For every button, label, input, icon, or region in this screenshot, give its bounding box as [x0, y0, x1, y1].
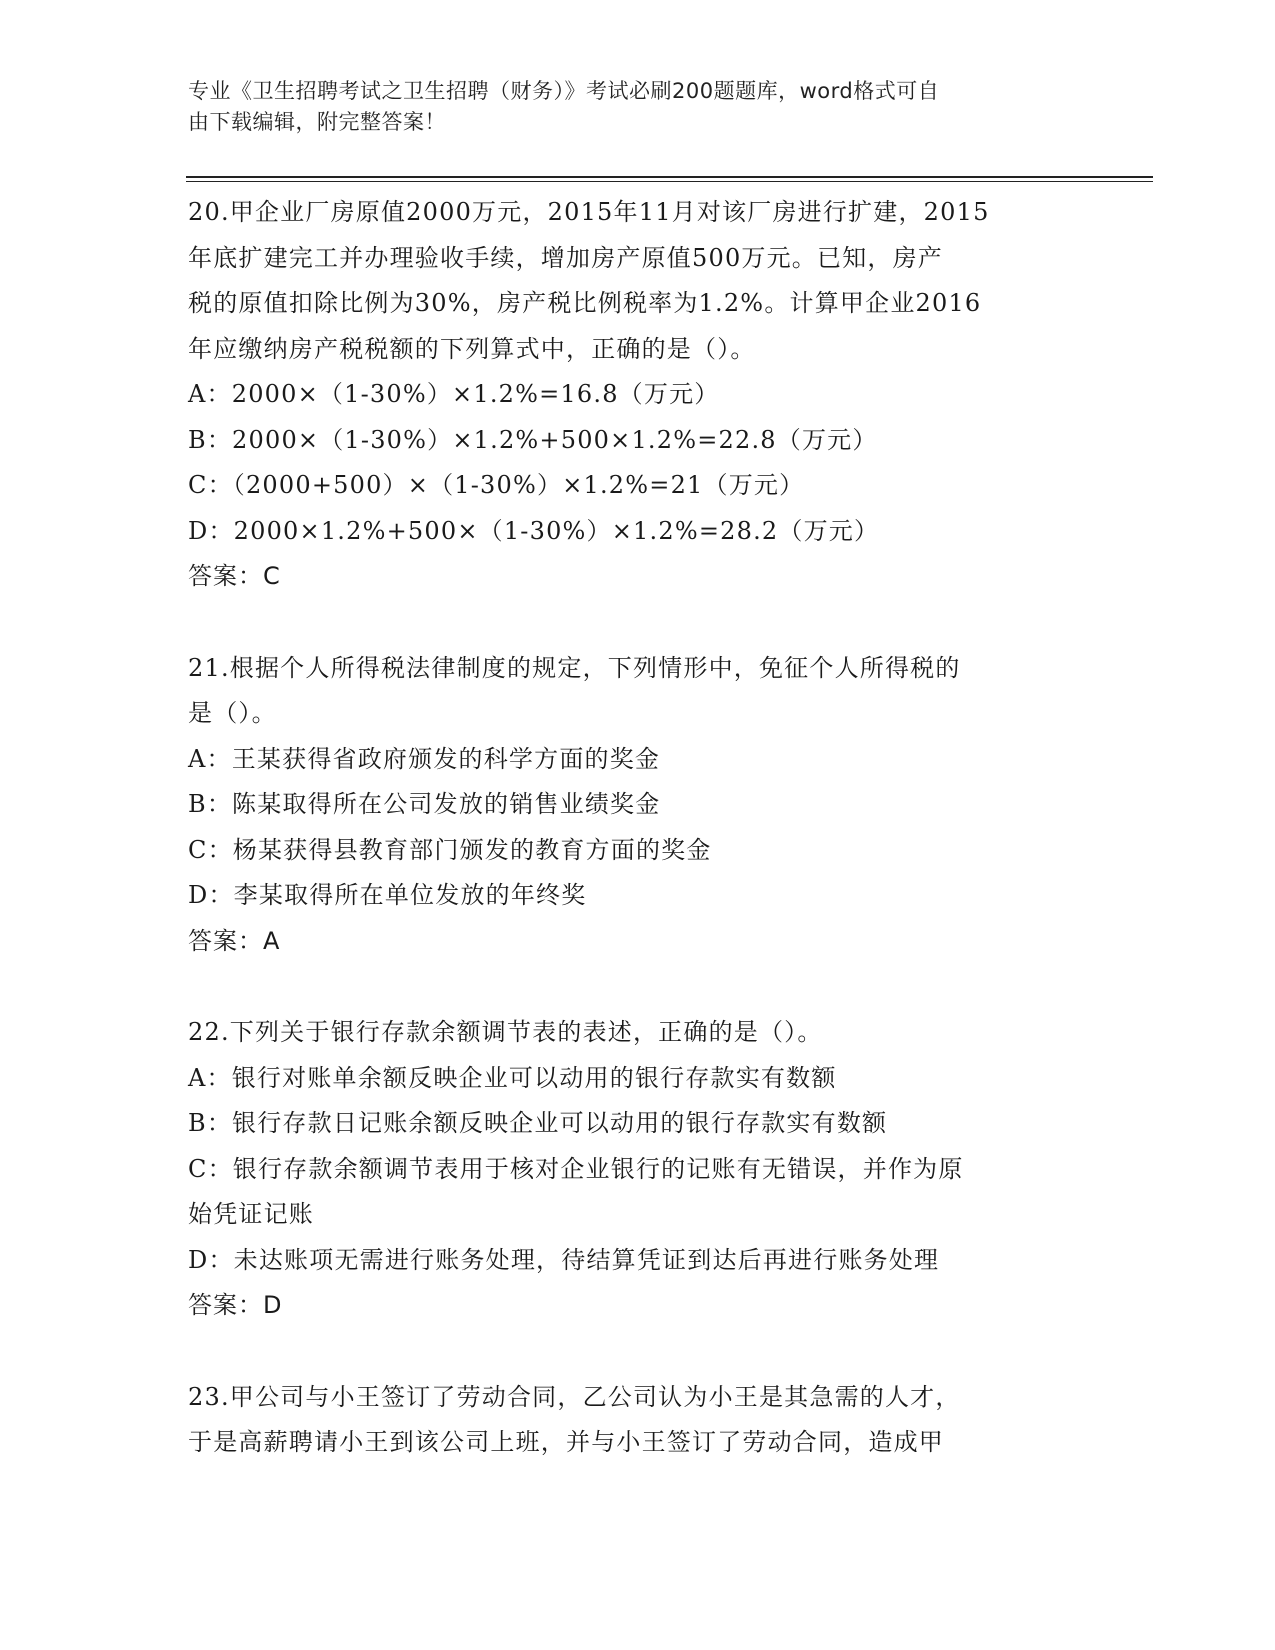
option-a: A：2000×（1-30%）×1.2%=16.8（万元）	[188, 380, 720, 408]
option-a: A：银行对账单余额反映企业可以动用的银行存款实有数额	[188, 1063, 837, 1092]
header-line-2: 由下载编辑，附完整答案！	[188, 110, 446, 134]
question-23	[188, 1375, 1088, 1466]
answer-label: 答案：A	[188, 926, 281, 955]
question-22	[188, 1010, 1088, 1329]
question-stem-line: 年底扩建完工并办理验收手续，增加房产原值500万元。已知，房产	[188, 243, 944, 272]
question-stem-line: 税的原值扣除比例为30%，房产税比例税率为1.2%。计算甲企业2016	[188, 289, 982, 317]
answer-label: 答案：C	[188, 562, 281, 590]
question-20	[188, 190, 1088, 600]
question-stem-line: 于是高薪聘请小王到该公司上班，并与小王签订了劳动合同，造成甲	[188, 1428, 944, 1456]
option-d: D：李某取得所在单位发放的年终奖	[188, 881, 587, 909]
header-line-1: 专业《卫生招聘考试之卫生招聘（财务）》考试必刷200题题库，word格式可自	[188, 79, 940, 103]
question-stem-line: 20.甲企业厂房原值2000万元，2015年11月对该厂房进行扩建，2015	[188, 198, 990, 226]
option-c: C：（2000+500）×（1-30%）×1.2%=21（万元）	[188, 471, 805, 499]
question-21	[188, 646, 1088, 965]
answer-label: 答案：D	[188, 1291, 283, 1319]
question-stem-line: 是（）。	[188, 699, 277, 727]
document-header	[188, 76, 1068, 138]
question-spacer	[188, 600, 1088, 646]
option-b: B：银行存款日记账余额反映企业可以动用的银行存款实有数额	[188, 1109, 888, 1137]
question-stem-line: 21.根据个人所得税法律制度的规定，下列情形中，免征个人所得税的	[188, 653, 961, 682]
option-c: C：杨某获得县教育部门颁发的教育方面的奖金	[188, 835, 712, 864]
question-spacer	[188, 964, 1088, 1010]
header-divider	[186, 176, 1153, 182]
question-list	[188, 190, 1088, 1466]
option-c-continued: 始凭证记账	[188, 1200, 314, 1228]
question-stem-line: 23.甲公司与小王签订了劳动合同，乙公司认为小王是其急需的人才，	[188, 1382, 961, 1411]
option-a: A：王某获得省政府颁发的科学方面的奖金	[188, 744, 661, 773]
question-stem-line: 年应缴纳房产税税额的下列算式中，正确的是（）。	[188, 334, 756, 363]
question-spacer	[188, 1329, 1088, 1375]
option-d: D：2000×1.2%+500×（1-30%）×1.2%=28.2（万元）	[188, 516, 880, 545]
option-b: B：陈某取得所在公司发放的销售业绩奖金	[188, 790, 661, 818]
question-stem-line: 22.下列关于银行存款余额调节表的表述，正确的是（）。	[188, 1018, 823, 1046]
option-d: D：未达账项无需进行账务处理，待结算凭证到达后再进行账务处理	[188, 1245, 940, 1274]
option-b: B：2000×（1-30%）×1.2%+500×1.2%=22.8（万元）	[188, 425, 878, 454]
option-c: C：银行存款余额调节表用于核对企业银行的记账有无错误，并作为原	[188, 1154, 964, 1183]
